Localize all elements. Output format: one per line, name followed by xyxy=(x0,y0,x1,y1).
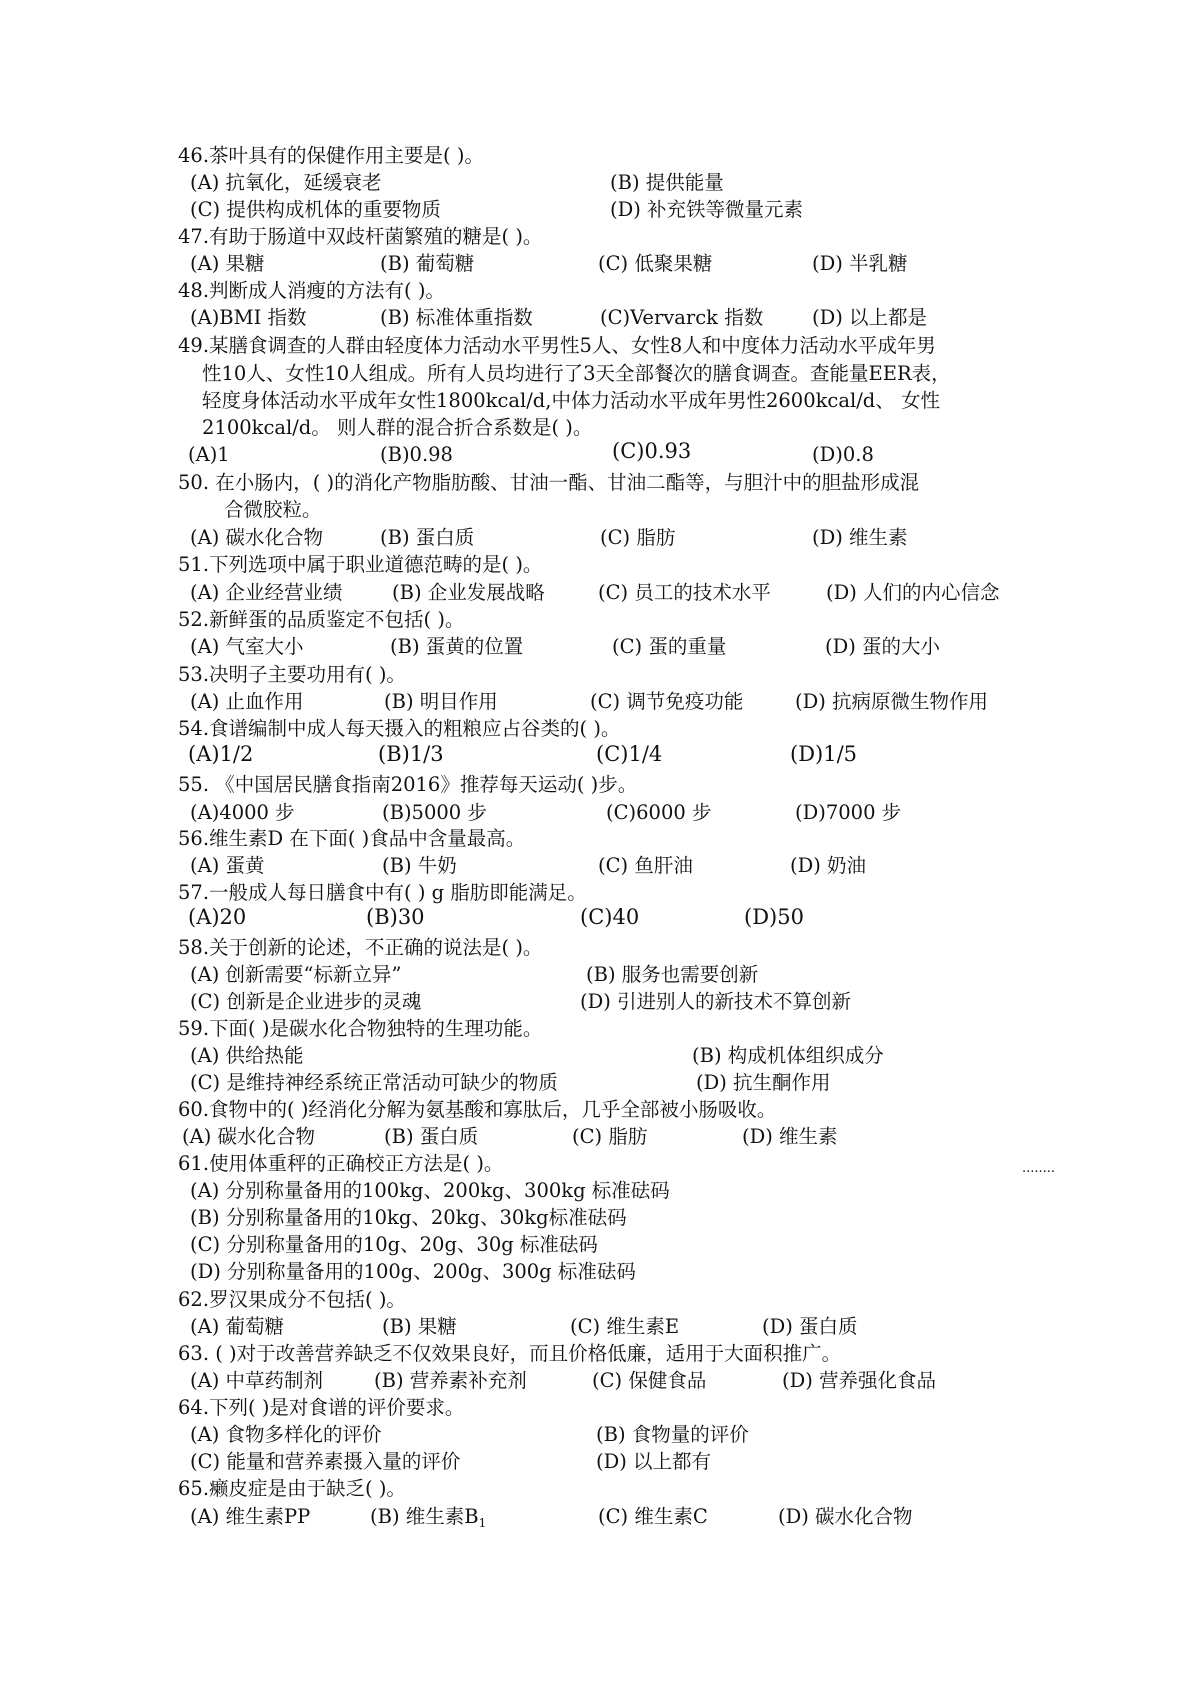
question-47-option-a: (A) 果糖 xyxy=(190,252,265,275)
question-59-option-b: (B) 构成机体组织成分 xyxy=(692,1044,884,1067)
question-48-option-c: (C)Vervarck 指数 xyxy=(600,306,764,329)
question-52-option-a: (A) 气室大小 xyxy=(190,635,304,658)
question-47-option-b: (B) 葡萄糖 xyxy=(380,252,475,275)
question-54-option-b: (B)1/3 xyxy=(378,742,444,766)
question-55-option-c: (C)6000 步 xyxy=(606,801,712,824)
question-65-option-d: (D) 碳水化合物 xyxy=(778,1505,913,1528)
question-57-option-d: (D)50 xyxy=(744,905,804,929)
question-50-option-b: (B) 蛋白质 xyxy=(380,526,475,549)
question-58-stem: 58.关于创新的论述，不正确的说法是( )。 xyxy=(178,936,543,959)
question-64-option-a: (A) 食物多样化的评价 xyxy=(190,1423,382,1446)
question-54-option-d: (D)1/5 xyxy=(790,742,858,766)
question-61-stem: 61.使用体重秤的正确校正方法是( )。 xyxy=(178,1152,504,1175)
question-59-stem: 59.下面( )是碳水化合物独特的生理功能。 xyxy=(178,1017,543,1040)
question-47-option-d: (D) 半乳糖 xyxy=(812,252,908,275)
question-52-stem: 52.新鲜蛋的品质鉴定不包括( )。 xyxy=(178,608,465,631)
question-56-option-a: (A) 蛋黄 xyxy=(190,854,265,877)
question-53-option-c: (C) 调节免疫功能 xyxy=(590,690,744,713)
question-56-option-d: (D) 奶油 xyxy=(790,854,867,877)
question-65-option-a: (A) 维生素PP xyxy=(190,1505,311,1528)
question-60-option-a: (A) 碳水化合物 xyxy=(182,1125,315,1148)
question-60-stem: 60.食物中的( )经消化分解为氨基酸和寡肽后，几乎全部被小肠吸收。 xyxy=(178,1098,777,1121)
question-53-option-b: (B) 明目作用 xyxy=(384,690,498,713)
question-63-option-a: (A) 中草药制剂 xyxy=(190,1369,323,1392)
question-56-option-b: (B) 牛奶 xyxy=(382,854,457,877)
question-65-option-b xyxy=(370,1504,486,1530)
question-60-option-b: (B) 蛋白质 xyxy=(384,1125,479,1148)
question-50-option-a: (A) 碳水化合物 xyxy=(190,526,323,549)
question-49-option-c: (C)0.93 xyxy=(612,439,692,463)
question-64-option-b: (B) 食物量的评价 xyxy=(596,1423,749,1446)
question-48-option-d: (D) 以上都是 xyxy=(812,306,928,329)
question-62-option-c: (C) 维生素E xyxy=(570,1315,680,1338)
question-50-stem-line2: 合微胶粒。 xyxy=(224,498,322,521)
question-57-option-c: (C)40 xyxy=(580,905,640,929)
question-48-option-a: (A)BMI 指数 xyxy=(190,306,307,329)
question-46-option-c: (C) 提供构成机体的重要物质 xyxy=(190,198,441,221)
question-55-option-d: (D)7000 步 xyxy=(795,801,902,824)
question-49-stem-line1: 49.某膳食调查的人群由轻度体力活动水平男性5人、女性8人和中度体力活动水平成年男 xyxy=(178,334,936,357)
question-53-option-d: (D) 抗病原微生物作用 xyxy=(795,690,989,713)
question-62-option-d: (D) 蛋白质 xyxy=(762,1315,858,1338)
question-54-stem: 54.食谱编制中成人每天摄入的粗粮应占谷类的( )。 xyxy=(178,717,621,740)
question-51-option-c: (C) 员工的技术水平 xyxy=(598,581,771,604)
question-51-option-a: (A) 企业经营业绩 xyxy=(190,581,343,604)
question-49-option-a: (A)1 xyxy=(188,443,230,466)
question-49-option-b: (B)0.98 xyxy=(380,443,453,466)
question-57-option-a: (A)20 xyxy=(188,905,247,929)
question-50-option-d: (D) 维生素 xyxy=(812,526,908,549)
question-60-option-c: (C) 脂肪 xyxy=(572,1125,648,1148)
question-52-option-c: (C) 蛋的重量 xyxy=(612,635,727,658)
question-46-option-b: (B) 提供能量 xyxy=(610,171,724,194)
question-61-option-b: (B) 分别称量备用的10kg、20kg、30kg标准砝码 xyxy=(190,1206,627,1229)
question-62-option-a: (A) 葡萄糖 xyxy=(190,1315,284,1338)
question-59-option-a: (A) 供给热能 xyxy=(190,1044,304,1067)
question-64-option-d: (D) 以上都有 xyxy=(596,1450,712,1473)
question-63-stem: 63. ( )对于改善营养缺乏不仅效果良好，而且价格低廉，适用于大面积推广。 xyxy=(178,1342,842,1365)
question-56-stem: 56.维生素D 在下面( )食品中含量最高。 xyxy=(178,827,526,850)
question-48-stem: 48.判断成人消瘦的方法有( )。 xyxy=(178,279,445,302)
dotted-mark: ........ xyxy=(1022,1161,1056,1176)
question-52-option-d: (D) 蛋的大小 xyxy=(825,635,941,658)
question-49-stem-line3: 轻度身体活动水平成年女性1800kcal/d,中体力活动水平成年男性2600kcal/d、 女性 xyxy=(202,389,940,412)
question-63-option-c: (C) 保健食品 xyxy=(592,1369,707,1392)
question-64-option-c: (C) 能量和营养素摄入量的评价 xyxy=(190,1450,461,1473)
question-46-option-a: (A) 抗氧化，延缓衰老 xyxy=(190,171,382,194)
question-65-stem: 65.癞皮症是由于缺乏( )。 xyxy=(178,1477,406,1500)
question-61-option-c: (C) 分别称量备用的10g、20g、30g 标准砝码 xyxy=(190,1233,598,1256)
question-65-option-c: (C) 维生素C xyxy=(598,1505,708,1528)
question-57-option-b: (B)30 xyxy=(366,905,425,929)
question-57-stem: 57.一般成人每日膳食中有( ) g 脂肪即能满足。 xyxy=(178,881,587,904)
question-64-stem: 64.下列( )是对食谱的评价要求。 xyxy=(178,1396,465,1419)
question-65-option-b-text: (B) 维生素B xyxy=(370,1505,479,1528)
question-51-option-d: (D) 人们的内心信念 xyxy=(826,581,1000,604)
question-49-stem-line2: 性10人、女性10人组成。所有人员均进行了3天全部餐次的膳食调查。查能量EER表， xyxy=(202,362,951,385)
question-55-option-a: (A)4000 步 xyxy=(190,801,295,824)
question-48-option-b: (B) 标准体重指数 xyxy=(380,306,533,329)
question-54-option-a: (A)1/2 xyxy=(188,742,254,766)
question-46-option-d: (D) 补充铁等微量元素 xyxy=(610,198,804,221)
question-53-stem: 53.决明子主要功用有( )。 xyxy=(178,663,406,686)
question-59-option-d: (D) 抗生酮作用 xyxy=(696,1071,831,1094)
question-58-option-b: (B) 服务也需要创新 xyxy=(586,963,759,986)
question-55-stem: 55. 《中国居民膳食指南2016》推荐每天运动( )步。 xyxy=(178,773,638,796)
question-53-option-a: (A) 止血作用 xyxy=(190,690,304,713)
question-61-option-a: (A) 分别称量备用的100kg、200kg、300kg 标准砝码 xyxy=(190,1179,670,1202)
question-56-option-c: (C) 鱼肝油 xyxy=(598,854,693,877)
question-47-stem: 47.有助于肠道中双歧杆菌繁殖的糖是( )。 xyxy=(178,225,543,248)
question-63-option-d: (D) 营养强化食品 xyxy=(782,1369,937,1392)
question-51-stem: 51.下列选项中属于职业道德范畴的是( )。 xyxy=(178,553,543,576)
question-58-option-d: (D) 引进别人的新技术不算创新 xyxy=(580,990,852,1013)
question-59-option-c: (C) 是维持神经系统正常活动可缺少的物质 xyxy=(190,1071,558,1094)
question-51-option-b: (B) 企业发展战略 xyxy=(392,581,545,604)
question-54-option-c: (C)1/4 xyxy=(596,742,663,766)
question-52-option-b: (B) 蛋黄的位置 xyxy=(390,635,524,658)
question-49-option-d: (D)0.8 xyxy=(812,443,874,466)
question-58-option-c: (C) 创新是企业进步的灵魂 xyxy=(190,990,422,1013)
question-47-option-c: (C) 低聚果糖 xyxy=(598,252,713,275)
question-65-option-b-subscript: 1 xyxy=(478,1516,487,1530)
question-46-stem: 46.茶叶具有的保健作用主要是( )。 xyxy=(178,144,484,167)
question-55-option-b: (B)5000 步 xyxy=(382,801,487,824)
question-62-option-b: (B) 果糖 xyxy=(382,1315,457,1338)
question-63-option-b: (B) 营养素补充剂 xyxy=(374,1369,527,1392)
question-50-stem-line1: 50. 在小肠内，( )的消化产物脂肪酸、甘油一酯、甘油二酯等，与胆汁中的胆盐形成混 xyxy=(178,471,920,494)
question-61-option-d: (D) 分别称量备用的100g、200g、300g 标准砝码 xyxy=(190,1260,636,1283)
question-50-option-c: (C) 脂肪 xyxy=(600,526,676,549)
question-49-stem-line4: 2100kcal/d。 则人群的混合折合系数是( )。 xyxy=(202,416,593,439)
question-62-stem: 62.罗汉果成分不包括( )。 xyxy=(178,1288,406,1311)
question-60-option-d: (D) 维生素 xyxy=(742,1125,838,1148)
question-58-option-a: (A) 创新需要“标新立异” xyxy=(190,963,402,986)
